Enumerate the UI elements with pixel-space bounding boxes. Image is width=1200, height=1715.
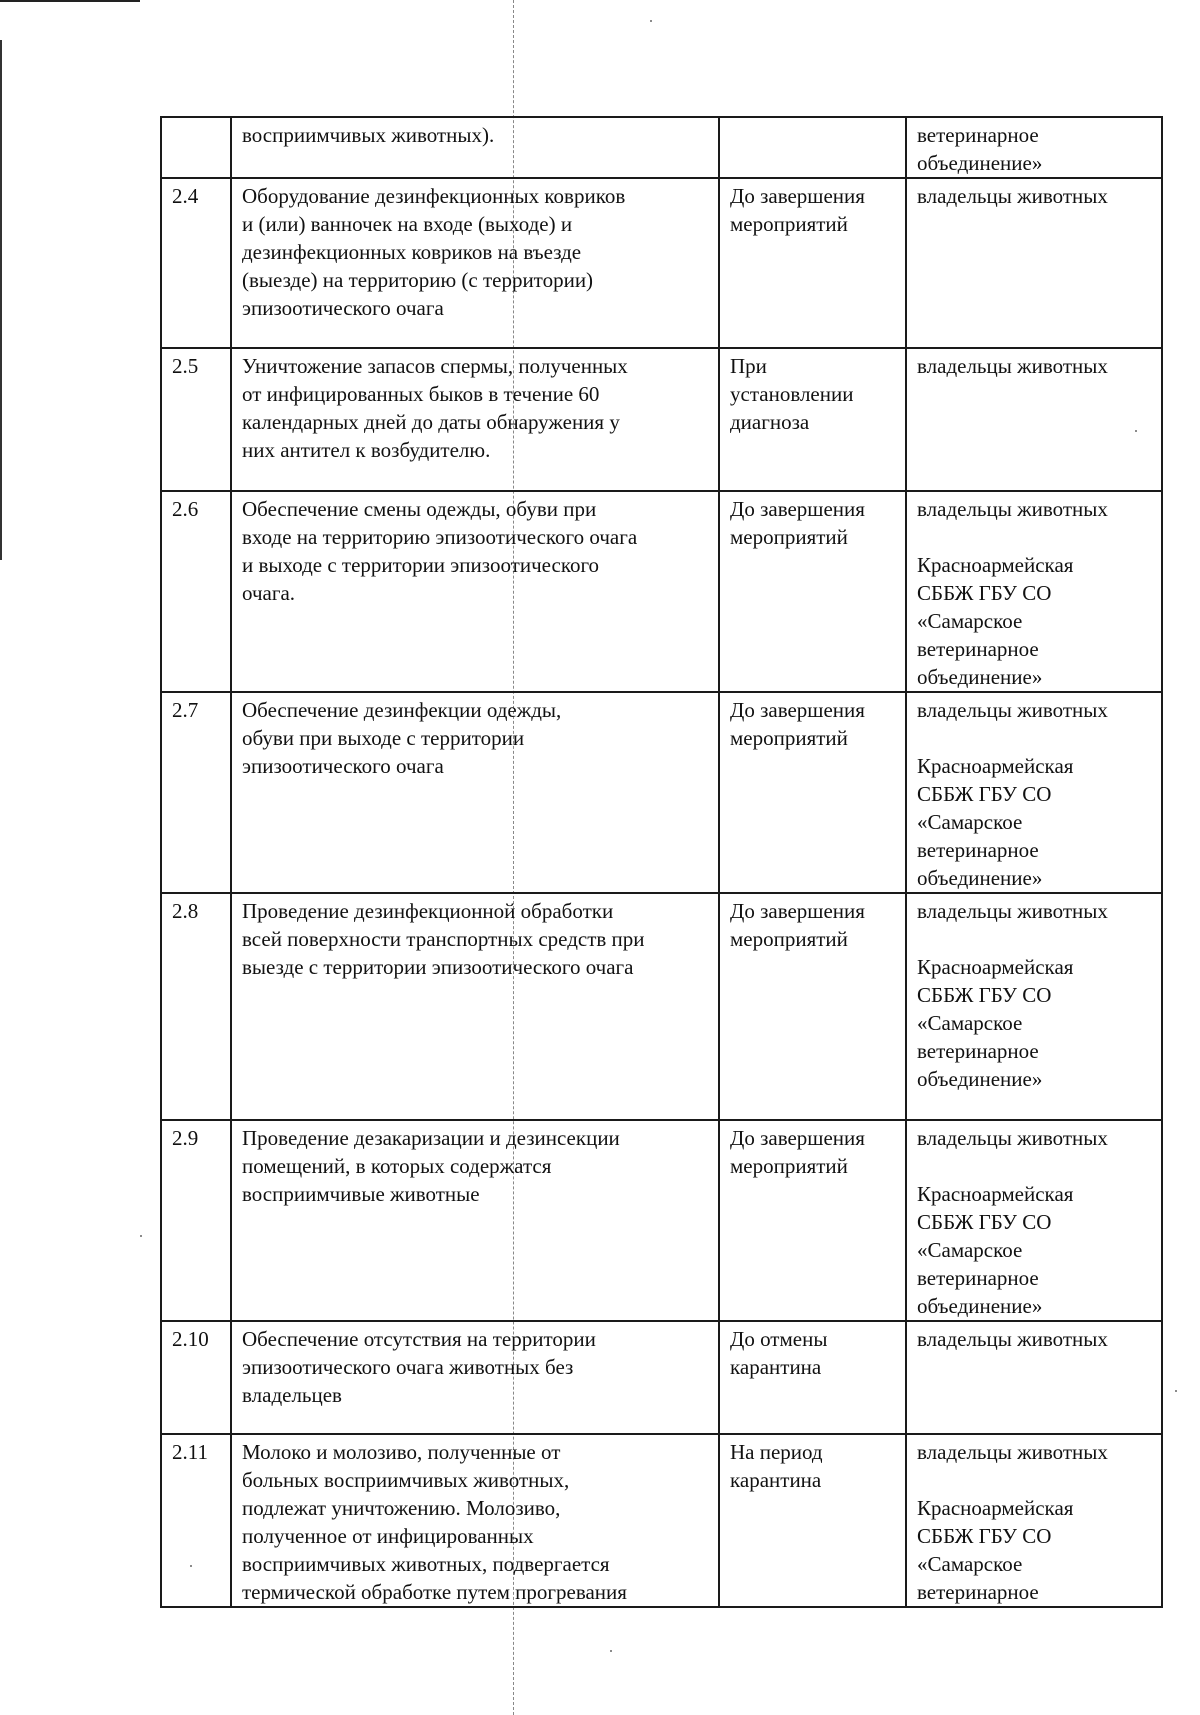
action-text-line: всей поверхности транспортных средств при — [242, 927, 645, 951]
item-number: 2.5 — [172, 354, 199, 378]
responsible-text-line — [917, 523, 1153, 551]
item-number: 2.9 — [172, 1126, 199, 1150]
item-number: 2.7 — [172, 698, 199, 722]
term-cell — [719, 1120, 906, 1321]
action-text-line: полученное от инфицированных — [242, 1524, 534, 1548]
responsible-text-line: ветеринарное — [917, 1039, 1039, 1063]
term-text-line: мероприятий — [730, 1154, 848, 1178]
action-text-line: владельцев — [242, 1383, 342, 1407]
action-text-line: Уничтожение запасов спермы, полученных — [242, 354, 628, 378]
responsible-text-line: ветеринарное — [917, 1266, 1039, 1290]
responsible-text-line: Красноармейская — [917, 754, 1074, 778]
term-text-line: установлении — [730, 382, 854, 406]
responsible-text-line: владельцы животных — [917, 1440, 1108, 1464]
responsible-cell — [906, 178, 1162, 348]
action-text-line: Молоко и молозиво, полученные от — [242, 1440, 561, 1464]
term-cell — [719, 1434, 906, 1607]
item-number: 2.11 — [172, 1440, 208, 1464]
term-text-line: мероприятий — [730, 726, 848, 750]
action-text-line: Оборудование дезинфекционных ковриков — [242, 184, 626, 208]
action-cell — [231, 491, 719, 692]
responsible-text-line: владельцы животных — [917, 497, 1108, 521]
item-number-cell — [161, 178, 231, 348]
term-cell — [719, 893, 906, 1120]
item-number-cell — [161, 1120, 231, 1321]
action-text-line: Обеспечение смены одежды, обуви при — [242, 497, 597, 521]
responsible-text-line: объединение» — [917, 151, 1043, 175]
responsible-text-line: СББЖ ГБУ СО — [917, 1524, 1052, 1548]
action-text-line: восприимчивых животных). — [242, 123, 495, 147]
table-row — [161, 1434, 1162, 1607]
responsible-text-line: Красноармейская — [917, 955, 1074, 979]
responsible-cell — [906, 1434, 1162, 1607]
responsible-text-line — [917, 724, 1153, 752]
term-text-line: До завершения — [730, 698, 865, 722]
responsible-text-line: ветеринарное — [917, 1580, 1039, 1604]
measures-table — [160, 116, 1163, 1608]
action-text-line: них антител к возбудителю. — [242, 438, 491, 462]
item-number: 2.10 — [172, 1327, 209, 1351]
scan-artifact-top — [0, 0, 140, 2]
responsible-text-line: «Самарское — [917, 1238, 1023, 1262]
scan-artifact-left — [0, 40, 2, 560]
action-text-line: Обеспечение дезинфекции одежды, — [242, 698, 562, 722]
item-number: 2.6 — [172, 497, 199, 521]
responsible-text-line — [917, 1152, 1153, 1180]
responsible-text-line: владельцы животных — [917, 184, 1108, 208]
action-text-line: эпизоотического очага животных без — [242, 1355, 574, 1379]
term-text-line: мероприятий — [730, 927, 848, 951]
action-text-line: и (или) ванночек на входе (выходе) и — [242, 212, 573, 236]
responsible-text-line: владельцы животных — [917, 1126, 1108, 1150]
action-text-line: больных восприимчивых животных, — [242, 1468, 570, 1492]
scan-speck — [610, 1650, 612, 1652]
term-text-line: диагноза — [730, 410, 810, 434]
responsible-text-line: СББЖ ГБУ СО — [917, 1210, 1052, 1234]
item-number-cell — [161, 692, 231, 893]
action-cell — [231, 1120, 719, 1321]
action-cell — [231, 178, 719, 348]
term-text-line: карантина — [730, 1468, 822, 1492]
action-cell — [231, 348, 719, 491]
responsible-text-line — [917, 1466, 1153, 1494]
term-text-line: До отмены — [730, 1327, 828, 1351]
term-text-line: мероприятий — [730, 212, 848, 236]
action-text-line: восприимчивых животных, подвергается — [242, 1552, 610, 1576]
responsible-text-line — [917, 925, 1153, 953]
responsible-text-line: СББЖ ГБУ СО — [917, 581, 1052, 605]
responsible-text-line: объединение» — [917, 866, 1043, 890]
action-text-line: календарных дней до даты обнаружения у — [242, 410, 620, 434]
responsible-text-line: объединение» — [917, 665, 1043, 689]
scan-speck — [650, 20, 652, 22]
responsible-text-line: владельцы животных — [917, 698, 1108, 722]
term-text-line: мероприятий — [730, 525, 848, 549]
responsible-cell — [906, 1321, 1162, 1434]
responsible-text-line: «Самарское — [917, 1011, 1023, 1035]
term-cell — [719, 491, 906, 692]
action-text-line: термической обработке путем прогревания — [242, 1580, 627, 1604]
action-cell — [231, 1321, 719, 1434]
table-row — [161, 117, 1162, 178]
responsible-cell — [906, 692, 1162, 893]
action-text-line: дезинфекционных ковриков на въезде — [242, 240, 582, 264]
action-text-line: эпизоотического очага — [242, 754, 444, 778]
table-row — [161, 491, 1162, 692]
responsible-text-line: объединение» — [917, 1294, 1043, 1318]
term-cell — [719, 117, 906, 178]
table-row — [161, 1321, 1162, 1434]
table-row — [161, 178, 1162, 348]
responsible-cell — [906, 1120, 1162, 1321]
responsible-text-line: СББЖ ГБУ СО — [917, 782, 1052, 806]
table-row — [161, 1120, 1162, 1321]
scan-speck — [140, 1235, 142, 1237]
item-number-cell — [161, 1434, 231, 1607]
item-number-cell — [161, 491, 231, 692]
responsible-text-line: ветеринарное — [917, 838, 1039, 862]
action-text-line: помещений, в которых содержатся — [242, 1154, 552, 1178]
term-text-line: До завершения — [730, 899, 865, 923]
responsible-text-line: СББЖ ГБУ СО — [917, 983, 1052, 1007]
action-text-line: Проведение дезинфекционной обработки — [242, 899, 614, 923]
responsible-text-line: ветеринарное — [917, 123, 1039, 147]
responsible-text-line: объединение» — [917, 1067, 1043, 1091]
item-number-cell — [161, 117, 231, 178]
term-cell — [719, 692, 906, 893]
action-text-line: Обеспечение отсутствия на территории — [242, 1327, 596, 1351]
item-number-cell — [161, 893, 231, 1120]
action-cell — [231, 1434, 719, 1607]
responsible-text-line: Красноармейская — [917, 1182, 1074, 1206]
responsible-text-line: «Самарское — [917, 609, 1023, 633]
responsible-text-line: Красноармейская — [917, 553, 1074, 577]
item-number: 2.4 — [172, 184, 199, 208]
scan-speck — [1175, 1390, 1177, 1392]
action-cell — [231, 692, 719, 893]
item-number-cell — [161, 348, 231, 491]
action-text-line: входе на территорию эпизоотического очага — [242, 525, 638, 549]
action-text-line: Проведение дезакаризации и дезинсекции — [242, 1126, 620, 1150]
term-text-line: До завершения — [730, 497, 865, 521]
responsible-cell — [906, 117, 1162, 178]
responsible-cell — [906, 893, 1162, 1120]
table-row — [161, 893, 1162, 1120]
term-cell — [719, 348, 906, 491]
item-number: 2.8 — [172, 899, 199, 923]
responsible-text-line: ветеринарное — [917, 637, 1039, 661]
responsible-cell — [906, 491, 1162, 692]
term-cell — [719, 1321, 906, 1434]
table-row — [161, 348, 1162, 491]
responsible-text-line: владельцы животных — [917, 354, 1108, 378]
responsible-cell — [906, 348, 1162, 491]
term-text-line: До завершения — [730, 1126, 865, 1150]
action-text-line: очага. — [242, 581, 296, 605]
action-text-line: обуви при выходе с территории — [242, 726, 525, 750]
term-text-line: карантина — [730, 1355, 822, 1379]
term-text-line: На период — [730, 1440, 823, 1464]
action-text-line: выезде с территории эпизоотического очага — [242, 955, 634, 979]
item-number-cell — [161, 1321, 231, 1434]
measures-table-body — [161, 117, 1162, 1607]
responsible-text-line: «Самарское — [917, 1552, 1023, 1576]
action-cell — [231, 117, 719, 178]
responsible-text-line: владельцы животных — [917, 899, 1108, 923]
action-text-line: от инфицированных быков в течение 60 — [242, 382, 600, 406]
term-text-line: При — [730, 354, 767, 378]
term-text-line: До завершения — [730, 184, 865, 208]
term-cell — [719, 178, 906, 348]
action-text-line: и выходе с территории эпизоотического — [242, 553, 600, 577]
action-text-line: восприимчивые животные — [242, 1182, 480, 1206]
responsible-text-line: Красноармейская — [917, 1496, 1074, 1520]
action-cell — [231, 893, 719, 1120]
action-text-line: эпизоотического очага — [242, 296, 444, 320]
action-text-line: (выезде) на территорию (с территории) — [242, 268, 594, 292]
table-row — [161, 692, 1162, 893]
responsible-text-line: «Самарское — [917, 810, 1023, 834]
responsible-text-line: владельцы животных — [917, 1327, 1108, 1351]
action-text-line: подлежат уничтожению. Молозиво, — [242, 1496, 561, 1520]
